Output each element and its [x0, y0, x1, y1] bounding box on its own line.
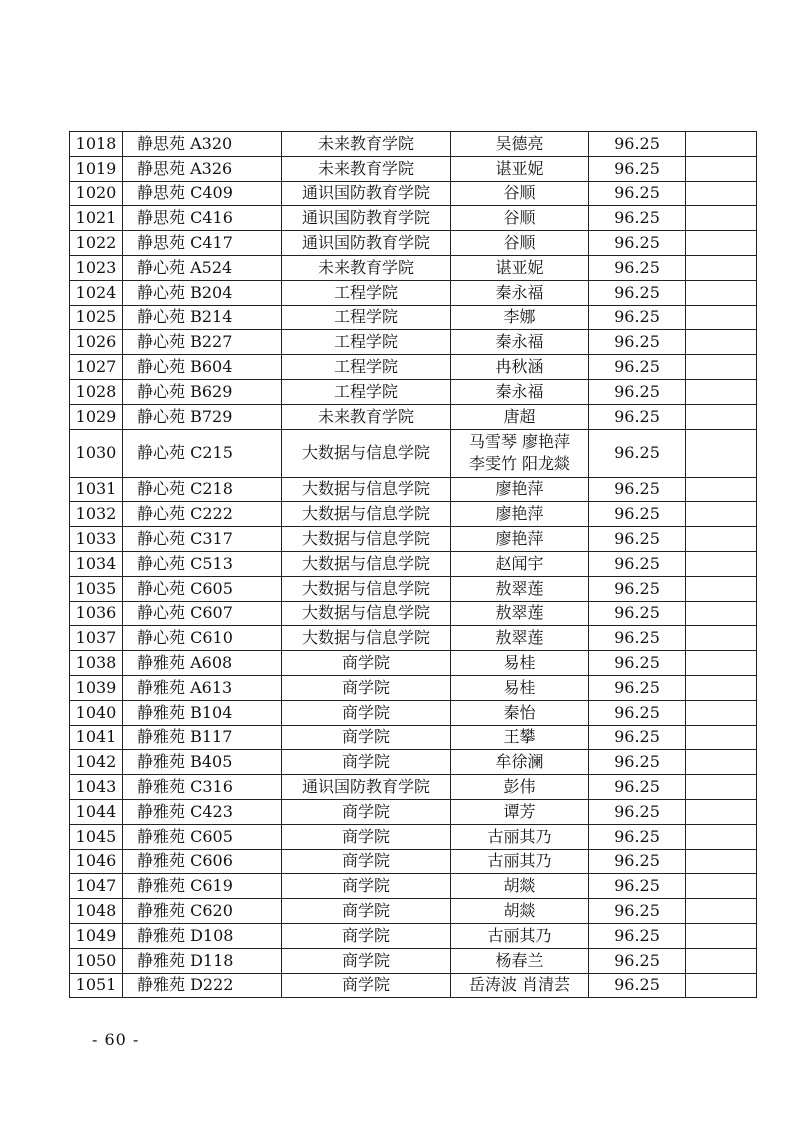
table-row: [70, 750, 757, 775]
row-number-cell: 1032: [70, 502, 123, 527]
row-number-cell: 1042: [70, 750, 123, 775]
advisor-name: 廖艳萍: [495, 529, 544, 549]
row-number-cell: 1026: [70, 330, 123, 355]
table-row: [70, 477, 757, 502]
advisor-names-cell: [451, 899, 589, 924]
row-number-cell: 1019: [70, 156, 123, 181]
advisor-name: 谷顺: [503, 183, 536, 203]
advisor-names-cell: [451, 849, 589, 874]
advisor-names-cell: [451, 973, 589, 998]
college-cell: 大数据与信息学院: [282, 626, 451, 651]
score-cell: 96.25: [589, 502, 686, 527]
row-number-cell: 1050: [70, 948, 123, 973]
row-number-cell: 1051: [70, 973, 123, 998]
row-number-cell: 1037: [70, 626, 123, 651]
advisor-name: 彭伟: [503, 777, 536, 797]
dormitory-score-table: [69, 131, 757, 998]
table-row: [70, 305, 757, 330]
score-cell: 96.25: [589, 849, 686, 874]
advisor-names-cell: [451, 601, 589, 626]
college-cell: 通识国防教育学院: [282, 231, 451, 256]
note-cell: [686, 750, 757, 775]
room-cell: 静心苑 C222: [123, 502, 282, 527]
table-row: [70, 255, 757, 280]
advisor-name: 秦永福: [495, 282, 544, 302]
score-cell: 96.25: [589, 527, 686, 552]
score-cell: 96.25: [589, 799, 686, 824]
row-number-cell: 1043: [70, 775, 123, 800]
advisor-name: 敖翠莲: [495, 603, 544, 623]
note-cell: [686, 775, 757, 800]
row-number-cell: 1020: [70, 181, 123, 206]
advisor-name: 牟徐澜: [495, 752, 544, 772]
score-cell: 96.25: [589, 750, 686, 775]
college-cell: 商学院: [282, 849, 451, 874]
college-cell: 通识国防教育学院: [282, 206, 451, 231]
table-row: [70, 849, 757, 874]
advisor-names-cell: [451, 156, 589, 181]
advisor-name: 秦永福: [495, 381, 544, 401]
table-row: [70, 576, 757, 601]
score-cell: 96.25: [589, 775, 686, 800]
room-cell: 静思苑 A326: [123, 156, 282, 181]
room-cell: 静雅苑 A613: [123, 675, 282, 700]
room-cell: 静雅苑 B117: [123, 725, 282, 750]
advisor-names-cell: [451, 379, 589, 404]
room-cell: 静雅苑 C619: [123, 874, 282, 899]
score-cell: 96.25: [589, 576, 686, 601]
table-row: [70, 404, 757, 429]
advisor-name: 胡燚: [503, 901, 536, 920]
advisor-name: 谌亚妮: [495, 158, 544, 178]
table-row: [70, 132, 757, 157]
note-cell: [686, 675, 757, 700]
note-cell: [686, 948, 757, 973]
advisor-name: 谷顺: [503, 233, 536, 253]
row-number-cell: 1029: [70, 404, 123, 429]
advisor-names-cell: [451, 576, 589, 601]
advisor-names-cell: [451, 255, 589, 280]
college-cell: 大数据与信息学院: [282, 477, 451, 502]
room-cell: 静心苑 B227: [123, 330, 282, 355]
score-cell: 96.25: [589, 404, 686, 429]
row-number-cell: 1035: [70, 576, 123, 601]
table-row: [70, 502, 757, 527]
score-cell: 96.25: [589, 132, 686, 157]
college-cell: 商学院: [282, 750, 451, 775]
advisor-names-cell: [451, 651, 589, 676]
table-row: [70, 231, 757, 256]
score-cell: 96.25: [589, 700, 686, 725]
score-cell: 96.25: [589, 923, 686, 948]
room-cell: 静心苑 B604: [123, 355, 282, 380]
room-cell: 静雅苑 C423: [123, 799, 282, 824]
advisor-name: 冉秋涵: [495, 357, 544, 377]
room-cell: 静雅苑 D222: [123, 973, 282, 998]
room-cell: 静思苑 A320: [123, 132, 282, 157]
room-cell: 静思苑 C409: [123, 181, 282, 206]
note-cell: [686, 156, 757, 181]
row-number-cell: 1049: [70, 923, 123, 948]
note-cell: [686, 824, 757, 849]
table-row: [70, 626, 757, 651]
score-cell: 96.25: [589, 206, 686, 231]
college-cell: 工程学院: [282, 355, 451, 380]
table-row: [70, 601, 757, 626]
row-number-cell: 1033: [70, 527, 123, 552]
score-cell: 96.25: [589, 725, 686, 750]
advisor-names-cell: [451, 700, 589, 725]
advisor-names-cell: [451, 675, 589, 700]
table-row: [70, 700, 757, 725]
advisor-name: 敖翠莲: [495, 578, 544, 598]
room-cell: 静心苑 C513: [123, 551, 282, 576]
note-cell: [686, 404, 757, 429]
advisor-names-cell: [451, 948, 589, 973]
college-cell: 工程学院: [282, 379, 451, 404]
row-number-cell: 1022: [70, 231, 123, 256]
room-cell: 静心苑 B729: [123, 404, 282, 429]
advisor-name: 秦永福: [495, 332, 544, 352]
advisor-name: 赵闻宇: [495, 553, 544, 573]
table-row: [70, 206, 757, 231]
score-cell: 96.25: [589, 874, 686, 899]
row-number-cell: 1023: [70, 255, 123, 280]
note-cell: [686, 799, 757, 824]
room-cell: 静心苑 C317: [123, 527, 282, 552]
college-cell: 商学院: [282, 675, 451, 700]
college-cell: 商学院: [282, 948, 451, 973]
college-cell: 商学院: [282, 899, 451, 924]
note-cell: [686, 601, 757, 626]
score-cell: 96.25: [589, 305, 686, 330]
room-cell: 静雅苑 C620: [123, 899, 282, 924]
page-number: - 60 -: [92, 1030, 140, 1049]
room-cell: 静雅苑 D108: [123, 923, 282, 948]
advisor-name: 易桂: [503, 653, 536, 673]
row-number-cell: 1018: [70, 132, 123, 157]
note-cell: [686, 874, 757, 899]
advisor-names-cell: [451, 626, 589, 651]
row-number-cell: 1021: [70, 206, 123, 231]
note-cell: [686, 429, 757, 477]
advisor-name: 李雯竹 阳龙燚: [468, 454, 571, 474]
advisor-names-cell: [451, 502, 589, 527]
note-cell: [686, 132, 757, 157]
advisor-names-cell: [451, 775, 589, 800]
advisor-name: 古丽其乃: [487, 925, 552, 945]
table-row: [70, 725, 757, 750]
note-cell: [686, 477, 757, 502]
note-cell: [686, 849, 757, 874]
advisor-names-cell: [451, 477, 589, 502]
room-cell: 静思苑 C416: [123, 206, 282, 231]
advisor-names-cell: [451, 874, 589, 899]
room-cell: 静雅苑 D118: [123, 948, 282, 973]
college-cell: 工程学院: [282, 330, 451, 355]
table-row: [70, 675, 757, 700]
college-cell: 工程学院: [282, 305, 451, 330]
note-cell: [686, 231, 757, 256]
room-cell: 静心苑 B629: [123, 379, 282, 404]
advisor-name: 吴德亮: [495, 133, 544, 153]
score-cell: 96.25: [589, 429, 686, 477]
advisor-names-cell: [451, 799, 589, 824]
score-cell: 96.25: [589, 280, 686, 305]
note-cell: [686, 626, 757, 651]
note-cell: [686, 379, 757, 404]
row-number-cell: 1027: [70, 355, 123, 380]
note-cell: [686, 305, 757, 330]
row-number-cell: 1048: [70, 899, 123, 924]
college-cell: 通识国防教育学院: [282, 775, 451, 800]
room-cell: 静思苑 C417: [123, 231, 282, 256]
row-number-cell: 1025: [70, 305, 123, 330]
table-row: [70, 181, 757, 206]
score-cell: 96.25: [589, 231, 686, 256]
note-cell: [686, 973, 757, 998]
college-cell: 通识国防教育学院: [282, 181, 451, 206]
table-row: [70, 551, 757, 576]
college-cell: 商学院: [282, 923, 451, 948]
college-cell: 商学院: [282, 824, 451, 849]
advisor-names-cell: [451, 824, 589, 849]
college-cell: 工程学院: [282, 280, 451, 305]
room-cell: 静心苑 C218: [123, 477, 282, 502]
room-cell: 静心苑 B204: [123, 280, 282, 305]
room-cell: 静心苑 B214: [123, 305, 282, 330]
row-number-cell: 1039: [70, 675, 123, 700]
score-cell: 96.25: [589, 379, 686, 404]
room-cell: 静心苑 C215: [123, 429, 282, 477]
college-cell: 未来教育学院: [282, 156, 451, 181]
table-row: [70, 874, 757, 899]
advisor-names-cell: [451, 725, 589, 750]
note-cell: [686, 280, 757, 305]
table-row: [70, 429, 757, 477]
advisor-names-cell: [451, 527, 589, 552]
advisor-names-cell: [451, 923, 589, 948]
room-cell: 静雅苑 C316: [123, 775, 282, 800]
room-cell: 静雅苑 B104: [123, 700, 282, 725]
advisor-names-cell: [451, 132, 589, 157]
room-cell: 静心苑 C605: [123, 576, 282, 601]
table-row: [70, 775, 757, 800]
score-cell: 96.25: [589, 948, 686, 973]
advisor-names-cell: [451, 750, 589, 775]
table-row: [70, 824, 757, 849]
college-cell: 商学院: [282, 973, 451, 998]
advisor-name: 马雪琴 廖艳萍: [468, 432, 571, 452]
college-cell: 大数据与信息学院: [282, 429, 451, 477]
advisor-names-cell: [451, 355, 589, 380]
table-row: [70, 527, 757, 552]
score-cell: 96.25: [589, 824, 686, 849]
advisor-names-cell: [451, 305, 589, 330]
advisor-name: 胡燚: [503, 876, 536, 896]
table-row: [70, 280, 757, 305]
score-cell: 96.25: [589, 330, 686, 355]
note-cell: [686, 923, 757, 948]
note-cell: [686, 181, 757, 206]
score-cell: 96.25: [589, 156, 686, 181]
table-row: [70, 899, 757, 924]
advisor-name: 秦怡: [503, 702, 536, 722]
note-cell: [686, 527, 757, 552]
row-number-cell: 1047: [70, 874, 123, 899]
table-row: [70, 379, 757, 404]
row-number-cell: 1045: [70, 824, 123, 849]
college-cell: 商学院: [282, 651, 451, 676]
row-number-cell: 1028: [70, 379, 123, 404]
score-cell: 96.25: [589, 551, 686, 576]
row-number-cell: 1044: [70, 799, 123, 824]
score-cell: 96.25: [589, 651, 686, 676]
advisor-names-cell: [451, 181, 589, 206]
advisor-name: 廖艳萍: [495, 479, 544, 499]
score-cell: 96.25: [589, 899, 686, 924]
advisor-name: 唐超: [503, 406, 536, 426]
note-cell: [686, 330, 757, 355]
table-row: [70, 355, 757, 380]
advisor-names-cell: [451, 231, 589, 256]
college-cell: 大数据与信息学院: [282, 527, 451, 552]
table-row: [70, 651, 757, 676]
row-number-cell: 1041: [70, 725, 123, 750]
room-cell: 静雅苑 A608: [123, 651, 282, 676]
score-cell: 96.25: [589, 255, 686, 280]
score-cell: 96.25: [589, 355, 686, 380]
row-number-cell: 1036: [70, 601, 123, 626]
advisor-name: 易桂: [503, 677, 536, 697]
advisor-name: 王攀: [503, 727, 536, 747]
advisor-name: 古丽其乃: [487, 851, 552, 871]
advisor-name: 古丽其乃: [487, 826, 552, 846]
advisor-name: 谭芳: [503, 801, 536, 821]
college-cell: 大数据与信息学院: [282, 551, 451, 576]
row-number-cell: 1031: [70, 477, 123, 502]
college-cell: 未来教育学院: [282, 255, 451, 280]
advisor-name: 谌亚妮: [495, 257, 544, 277]
score-cell: 96.25: [589, 675, 686, 700]
row-number-cell: 1034: [70, 551, 123, 576]
table-row: [70, 923, 757, 948]
table-row: [70, 330, 757, 355]
college-cell: 商学院: [282, 725, 451, 750]
row-number-cell: 1040: [70, 700, 123, 725]
college-cell: 商学院: [282, 874, 451, 899]
row-number-cell: 1024: [70, 280, 123, 305]
room-cell: 静雅苑 C605: [123, 824, 282, 849]
room-cell: 静心苑 C610: [123, 626, 282, 651]
score-cell: 96.25: [589, 973, 686, 998]
score-cell: 96.25: [589, 477, 686, 502]
score-cell: 96.25: [589, 626, 686, 651]
note-cell: [686, 206, 757, 231]
advisor-name: 杨春兰: [495, 950, 544, 970]
table-body: [70, 132, 757, 998]
row-number-cell: 1046: [70, 849, 123, 874]
advisor-names-cell: [451, 280, 589, 305]
room-cell: 静雅苑 C606: [123, 849, 282, 874]
row-number-cell: 1030: [70, 429, 123, 477]
table-row: [70, 948, 757, 973]
room-cell: 静心苑 A524: [123, 255, 282, 280]
note-cell: [686, 355, 757, 380]
advisor-names-cell: [451, 429, 589, 477]
advisor-names-cell: [451, 551, 589, 576]
note-cell: [686, 700, 757, 725]
table-row: [70, 973, 757, 998]
room-cell: 静雅苑 B405: [123, 750, 282, 775]
note-cell: [686, 725, 757, 750]
advisor-name: 廖艳萍: [495, 504, 544, 524]
college-cell: 商学院: [282, 700, 451, 725]
advisor-names-cell: [451, 404, 589, 429]
note-cell: [686, 899, 757, 924]
table-row: [70, 156, 757, 181]
college-cell: 未来教育学院: [282, 132, 451, 157]
note-cell: [686, 502, 757, 527]
college-cell: 未来教育学院: [282, 404, 451, 429]
college-cell: 大数据与信息学院: [282, 601, 451, 626]
advisor-name: 岳涛波 肖清芸: [468, 975, 571, 995]
note-cell: [686, 651, 757, 676]
college-cell: 大数据与信息学院: [282, 576, 451, 601]
note-cell: [686, 576, 757, 601]
note-cell: [686, 255, 757, 280]
advisor-names-cell: [451, 330, 589, 355]
college-cell: 大数据与信息学院: [282, 502, 451, 527]
advisor-name: 谷顺: [503, 208, 536, 228]
table-row: [70, 799, 757, 824]
score-cell: 96.25: [589, 181, 686, 206]
college-cell: 商学院: [282, 799, 451, 824]
advisor-name: 敖翠莲: [495, 628, 544, 648]
advisor-name: 李娜: [503, 307, 536, 327]
score-cell: 96.25: [589, 601, 686, 626]
advisor-names-cell: [451, 206, 589, 231]
row-number-cell: 1038: [70, 651, 123, 676]
room-cell: 静心苑 C607: [123, 601, 282, 626]
note-cell: [686, 551, 757, 576]
